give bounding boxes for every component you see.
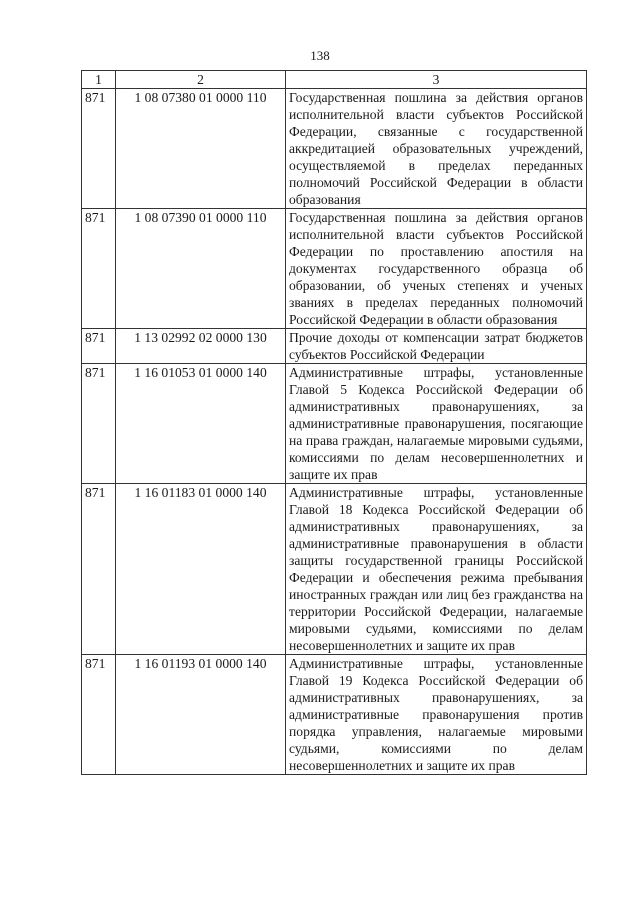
description-cell: Прочие доходы от компенсации затрат бюджетов субъектов Российской Федерации	[286, 329, 587, 364]
income-code-cell: 1 16 01193 01 0000 140	[116, 655, 286, 775]
description-cell: Государственная пошлина за действия органов исполнительной власти субъектов Российской Федерации, связанные с государственной аккредитацией образовательных учреждений, осуществляемой в пределах переданных полномочий Российской Федерации в области образования	[286, 89, 587, 209]
table-body	[82, 89, 587, 775]
income-code-cell: 1 16 01183 01 0000 140	[116, 484, 286, 655]
description-cell: Административные штрафы, установленные Главой 5 Кодекса Российской Федерации об административных правонарушениях, за административные правонарушения, посягающие на права граждан, налагаемые мировыми судьями, комиссиями по делам несовершеннолетних и защите их прав	[286, 364, 587, 484]
table-header	[82, 71, 587, 89]
table-row	[82, 655, 587, 775]
income-code-cell: 1 08 07380 01 0000 110	[116, 89, 286, 209]
column-header-2: 2	[116, 71, 286, 89]
column-header-1: 1	[82, 71, 116, 89]
admin-code-cell: 871	[82, 209, 116, 329]
admin-code-cell: 871	[82, 364, 116, 484]
budget-income-table	[81, 70, 587, 775]
table-row	[82, 329, 587, 364]
table-row	[82, 209, 587, 329]
header-row	[82, 71, 587, 89]
page-number: 138	[310, 48, 330, 63]
income-code-cell: 1 08 07390 01 0000 110	[116, 209, 286, 329]
description-cell: Административные штрафы, установленные Главой 18 Кодекса Российской Федерации об административных правонарушениях, за административные правонарушения в области защиты государственной границы Российской Федерации и обеспечения режима пребывания иностранных граждан или лиц без гражданства на территории Российской Федерации, налагаемые мировыми судьями, комиссиями по делам несовершеннолетних и защите их прав	[286, 484, 587, 655]
description-cell: Государственная пошлина за действия органов исполнительной власти субъектов Российской Федерации по проставлению апостиля на документах государственного образца об образовании, об ученых степенях и ученых званиях в пределах переданных полномочий Российской Федерации в области образования	[286, 209, 587, 329]
column-header-3: 3	[286, 71, 587, 89]
table-row	[82, 364, 587, 484]
description-cell: Административные штрафы, установленные Главой 19 Кодекса Российской Федерации об административных правонарушениях, за административные правонарушения против порядка управления, налагаемые мировыми судьями, комиссиями по делам несовершеннолетних и защите их прав	[286, 655, 587, 775]
admin-code-cell: 871	[82, 655, 116, 775]
table-row	[82, 89, 587, 209]
table-row	[82, 484, 587, 655]
admin-code-cell: 871	[82, 484, 116, 655]
income-code-cell: 1 16 01053 01 0000 140	[116, 364, 286, 484]
income-code-cell: 1 13 02992 02 0000 130	[116, 329, 286, 364]
admin-code-cell: 871	[82, 329, 116, 364]
admin-code-cell: 871	[82, 89, 116, 209]
